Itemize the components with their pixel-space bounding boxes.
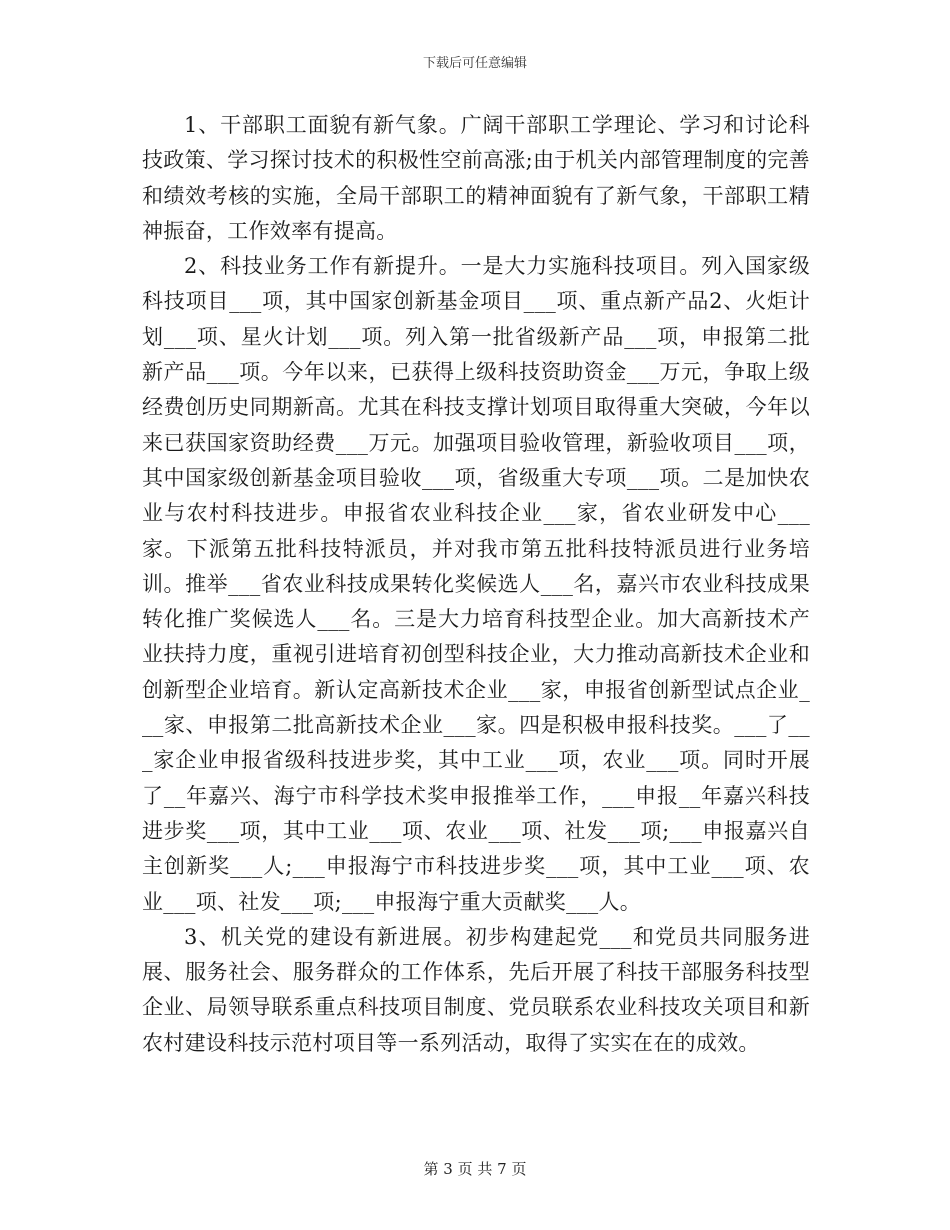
document-body (142, 108, 810, 1061)
paragraph-cadre-morale: 1、干部职工面貌有新气象。广阔干部职工学理论、学习和讨论科技政策、学习探讨技术的积极性空前高涨;由于机关内部管理制度的完善和绩效考核的实施，全局干部职工的精神面貌有了新气象，干部职工精神振奋，工作效率有提高。 (142, 113, 810, 243)
paragraph-party-building: 3、机关党的建设有新进展。初步构建起党___和党员共同服务进展、服务社会、服务群众的工作体系，先后开展了科技干部服务科技型企业、局领导联系重点科技项目制度、党员联系农业科技攻关项目和新农村建设科技示范村项目等一系列活动，取得了实实在在的成效。 (142, 924, 810, 1055)
page-number-footer: 第 3 页 共 7 页 (423, 1160, 527, 1178)
page-header-note: 下载后可任意编辑 (422, 56, 527, 71)
paragraph-tech-business: 2、科技业务工作有新提升。一是大力实施科技项目。列入国家级科技项目___项，其中国家创新基金项目___项、重点新产品2、火炬计划___项、星火计划___项。列入第一批省级新产品___项，申报第二批新产品___项。今年以来，已获得上级科技资助资金___万元，争取上级经费创历史同期新高。尤其在科技支撑计划项目取得重大突破，今年以来已获国家资助经费___万元。加强项目验收管理，新验收项目___项，其中国家级创新基金项目验收___项，省级重大专项___项。二是加快农业与农村科技进步。申报省农业科技企业___家，省农业研发中心___家。下派第五批科技特派员，并对我市第五批科技特派员进行业务培训。推举___省农业科技成果转化奖候选人___名，嘉兴市农业科技成果转化推广奖候选人___名。三是大力培育科技型企业。加大高新技术产业扶持力度，重视引进培育初创型科技企业，大力推动高新技术企业和创新型企业培育。新认定高新技术企业___家，申报省创新型试点企业___家、申报第二批高新技术企业___家。四是积极申报科技奖。___了___家企业申报省级科技进步奖，其中工业___项，农业___项。同时开展了__年嘉兴、海宁市科学技术奖申报推举工作，___申报__年嘉兴科技进步奖___项，其中工业___项、农业___项、社发___项;___申报嘉兴自主创新奖___人;___申报海宁市科技进步奖___项，其中工业___项、农业___项、社发___项;___申报海宁重大贡献奖___人。 (142, 254, 810, 914)
